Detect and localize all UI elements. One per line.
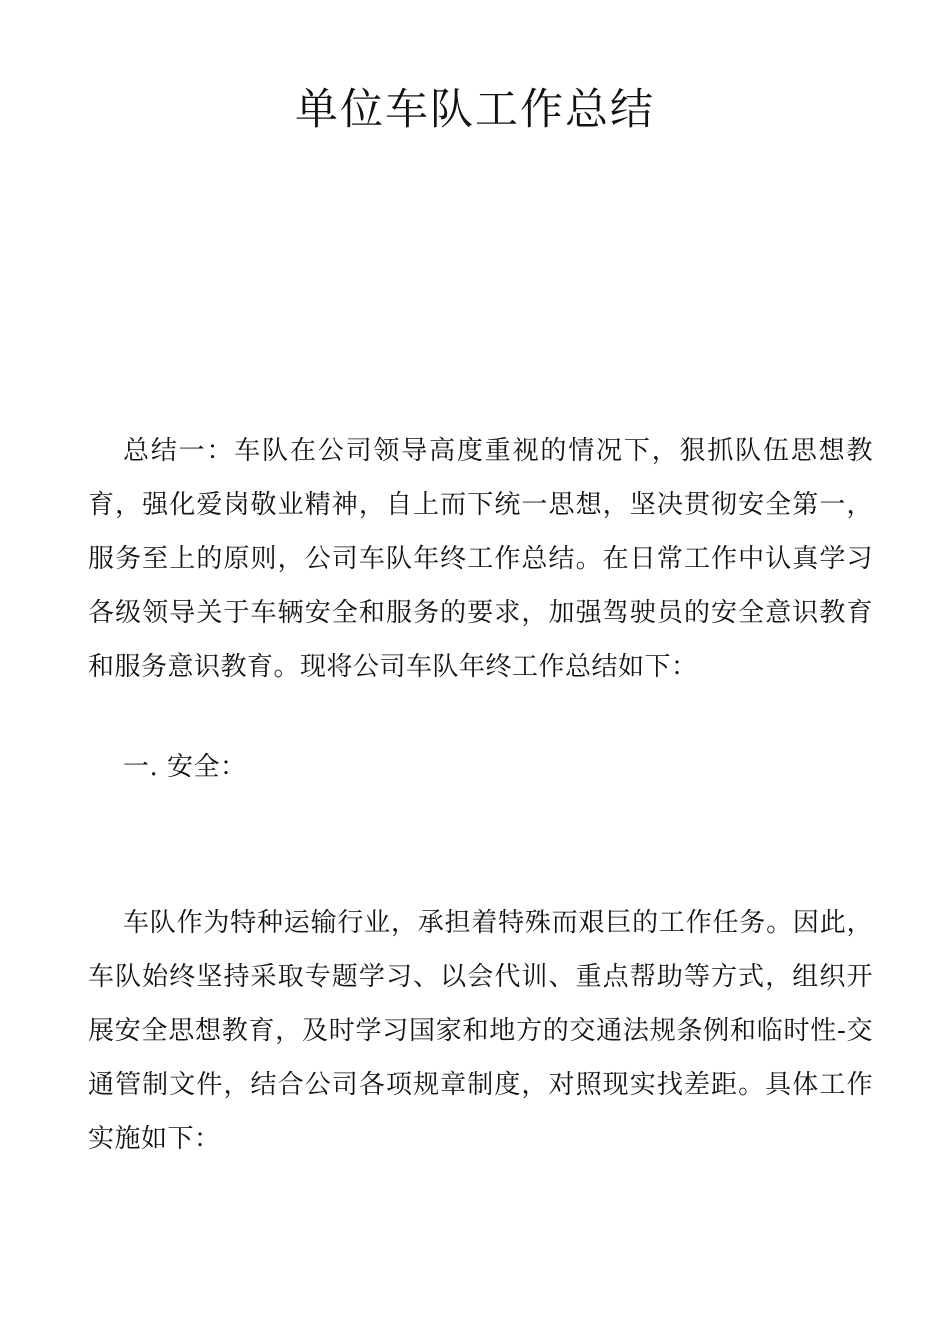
summary-paragraph: 总结一：车队在公司领导高度重视的情况下，狠抓队伍思想教育，强化爱岗敬业精神，自上而下统一思想，坚决贯彻安全第一，服务至上的原则，公司车队年终工作总结。在日常工作中认真学习各级领导关于车辆安全和服务的要求，加强驾驶员的安全意识教育和服务意识教育。现将公司车队年终工作总结如下： (88, 436, 873, 682)
section-heading-safety: 一. 安全： (123, 752, 247, 782)
safety-paragraph: 车队作为特种运输行业，承担着特殊而艰巨的工作任务。因此，车队始终坚持采取专题学习、以会代训、重点帮助等方式，组织开展安全思想教育，及时学习国家和地方的交通法规条例和临时性-交通管制文件，结合公司各项规章制度，对照现实找差距。具体工作实施如下： (88, 908, 873, 1154)
document-title: 单位车队工作总结 (295, 85, 655, 135)
